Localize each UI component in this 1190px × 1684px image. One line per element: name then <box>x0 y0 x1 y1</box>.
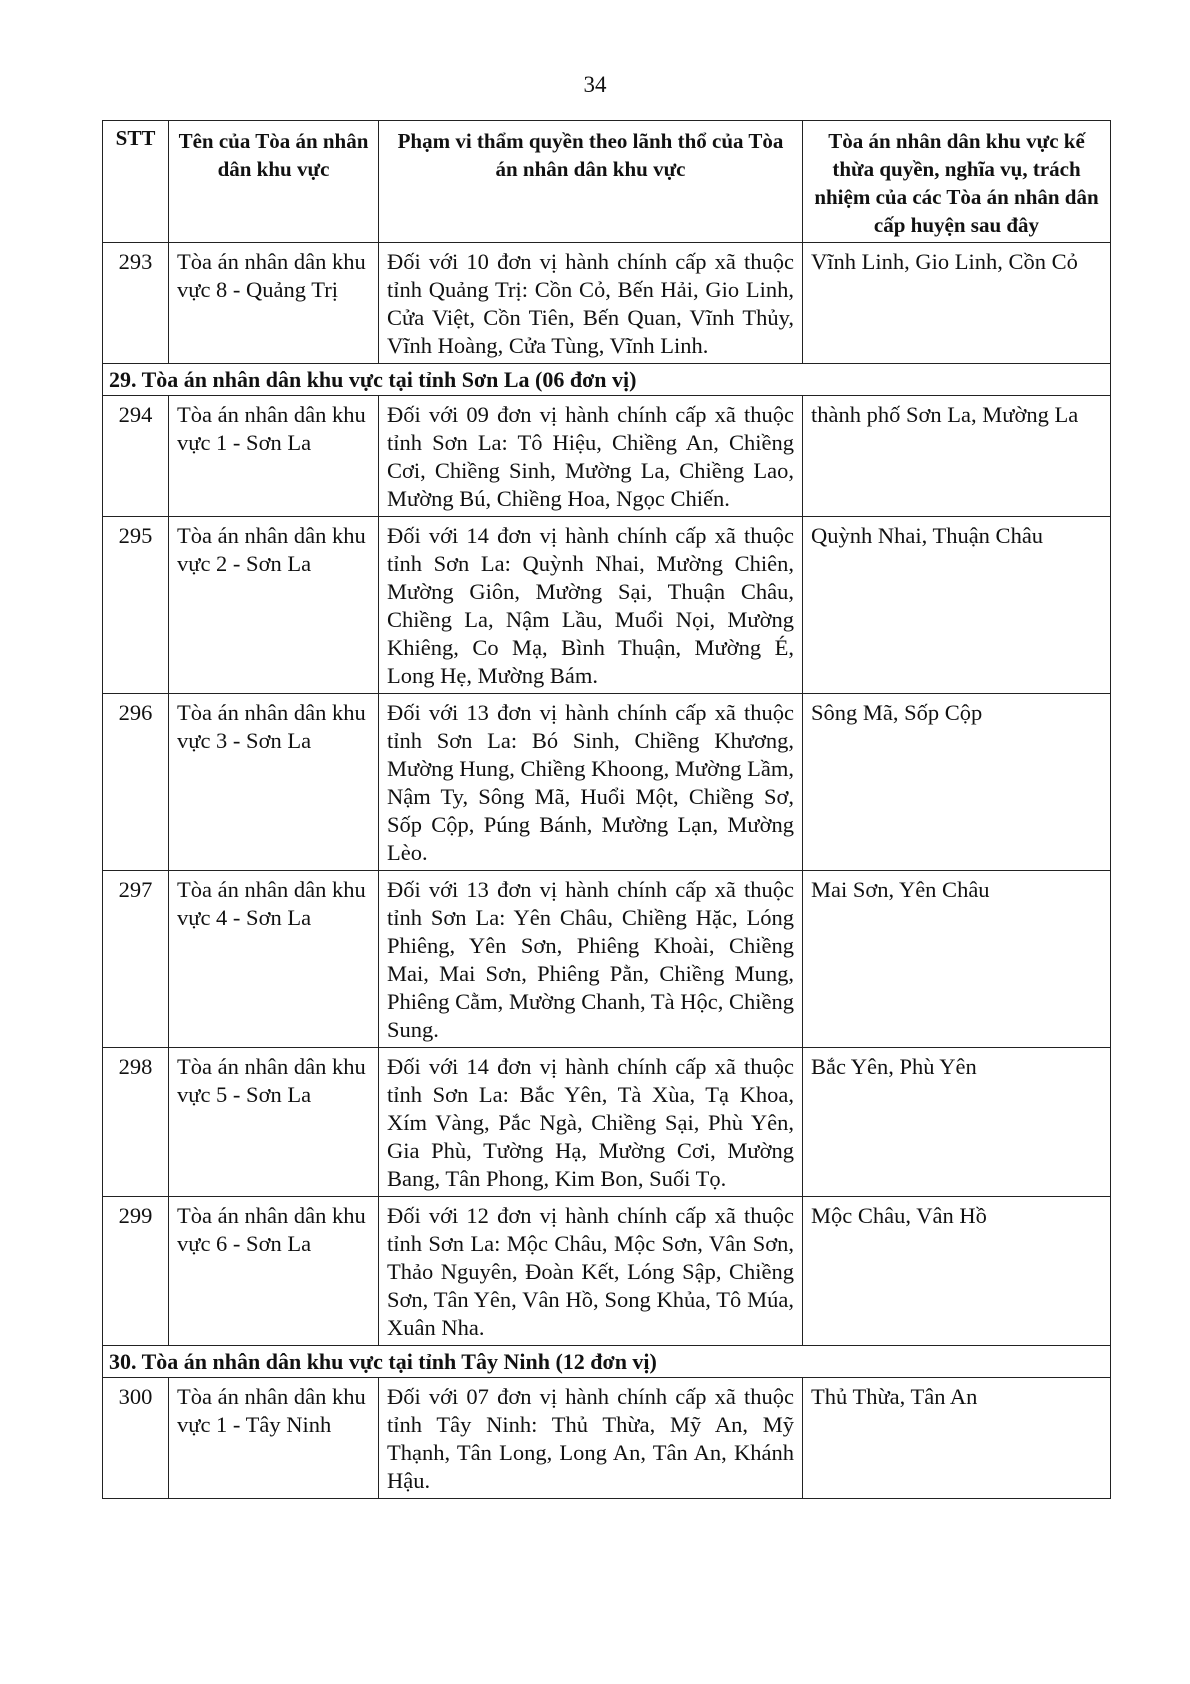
row-stt: 296 <box>103 694 169 871</box>
row-stt: 300 <box>103 1378 169 1499</box>
row-successor: Mai Sơn, Yên Châu <box>803 871 1111 1048</box>
header-successor-courts: Tòa án nhân dân khu vực kế thừa quyền, nghĩa vụ, trách nhiệm của các Tòa án nhân dân cấp huyện sau đây <box>803 121 1111 243</box>
row-stt: 297 <box>103 871 169 1048</box>
court-jurisdiction-table <box>102 120 1111 1499</box>
row-scope: Đối với 14 đơn vị hành chính cấp xã thuộc tỉnh Sơn La: Quỳnh Nhai, Mường Chiên, Mường Giôn, Mường Sại, Thuận Châu, Chiềng La, Nậm Lầu, Muổi Nọi, Mường Khiêng, Co Mạ, Bình Thuận, Mường É, Long Hẹ, Mường Bám. <box>379 517 803 694</box>
table-row <box>103 243 1111 364</box>
row-scope: Đối với 13 đơn vị hành chính cấp xã thuộc tỉnh Sơn La: Bó Sinh, Chiềng Khương, Mường Hung, Chiềng Khoong, Mường Lầm, Nậm Ty, Sông Mã, Huổi Một, Chiềng Sơ, Sốp Cộp, Púng Bánh, Mường Lạn, Mường Lèo. <box>379 694 803 871</box>
table-row <box>103 871 1111 1048</box>
row-successor: Sông Mã, Sốp Cộp <box>803 694 1111 871</box>
row-court-name: Tòa án nhân dân khu vực 4 - Sơn La <box>169 871 379 1048</box>
row-court-name: Tòa án nhân dân khu vực 1 - Sơn La <box>169 396 379 517</box>
section-title: 30. Tòa án nhân dân khu vực tại tỉnh Tây Ninh (12 đơn vị) <box>103 1346 1111 1378</box>
row-successor: Thủ Thừa, Tân An <box>803 1378 1111 1499</box>
table-row <box>103 1378 1111 1499</box>
row-court-name: Tòa án nhân dân khu vực 2 - Sơn La <box>169 517 379 694</box>
row-court-name: Tòa án nhân dân khu vực 5 - Sơn La <box>169 1048 379 1197</box>
row-stt: 299 <box>103 1197 169 1346</box>
row-stt: 293 <box>103 243 169 364</box>
row-scope: Đối với 13 đơn vị hành chính cấp xã thuộc tỉnh Sơn La: Yên Châu, Chiềng Hặc, Lóng Phiêng, Yên Sơn, Phiêng Khoài, Chiềng Mai, Mai Sơn, Phiêng Pằn, Chiềng Mung, Phiêng Cằm, Mường Chanh, Tà Hộc, Chiềng Sung. <box>379 871 803 1048</box>
row-scope: Đối với 12 đơn vị hành chính cấp xã thuộc tỉnh Sơn La: Mộc Châu, Mộc Sơn, Vân Sơn, Thảo Nguyên, Đoàn Kết, Lóng Sập, Chiềng Sơn, Tân Yên, Vân Hồ, Song Khủa, Tô Múa, Xuân Nha. <box>379 1197 803 1346</box>
row-scope: Đối với 07 đơn vị hành chính cấp xã thuộc tỉnh Tây Ninh: Thủ Thừa, Mỹ An, Mỹ Thạnh, Tân Long, Long An, Tân An, Khánh Hậu. <box>379 1378 803 1499</box>
row-successor: Bắc Yên, Phù Yên <box>803 1048 1111 1197</box>
row-successor: Vĩnh Linh, Gio Linh, Cồn Cỏ <box>803 243 1111 364</box>
row-stt: 295 <box>103 517 169 694</box>
section-title: 29. Tòa án nhân dân khu vực tại tỉnh Sơn La (06 đơn vị) <box>103 364 1111 396</box>
row-scope: Đối với 10 đơn vị hành chính cấp xã thuộc tỉnh Quảng Trị: Cồn Cỏ, Bến Hải, Gio Linh, Cửa Việt, Cồn Tiên, Bến Quan, Vĩnh Thủy, Vĩnh Hoàng, Cửa Tùng, Vĩnh Linh. <box>379 243 803 364</box>
table-row <box>103 517 1111 694</box>
table-header-row <box>103 121 1111 243</box>
header-court-name: Tên của Tòa án nhân dân khu vực <box>169 121 379 243</box>
section-heading-tay-ninh <box>103 1346 1111 1378</box>
row-stt: 294 <box>103 396 169 517</box>
row-stt: 298 <box>103 1048 169 1197</box>
table-row <box>103 396 1111 517</box>
header-stt: STT <box>103 121 169 243</box>
row-court-name: Tòa án nhân dân khu vực 8 - Quảng Trị <box>169 243 379 364</box>
table-row <box>103 694 1111 871</box>
row-scope: Đối với 14 đơn vị hành chính cấp xã thuộc tỉnh Sơn La: Bắc Yên, Tà Xùa, Tạ Khoa, Xím Vàng, Pắc Ngà, Chiềng Sại, Phù Yên, Gia Phù, Tường Hạ, Mường Cơi, Mường Bang, Tân Phong, Kim Bon, Suối Tọ. <box>379 1048 803 1197</box>
row-scope: Đối với 09 đơn vị hành chính cấp xã thuộc tỉnh Sơn La: Tô Hiệu, Chiềng An, Chiềng Cơi, Chiềng Sinh, Mường La, Chiềng Lao, Mường Bú, Chiềng Hoa, Ngọc Chiến. <box>379 396 803 517</box>
table-row <box>103 1048 1111 1197</box>
row-successor: thành phố Sơn La, Mường La <box>803 396 1111 517</box>
row-court-name: Tòa án nhân dân khu vực 3 - Sơn La <box>169 694 379 871</box>
row-court-name: Tòa án nhân dân khu vực 6 - Sơn La <box>169 1197 379 1346</box>
header-territorial-scope: Phạm vi thẩm quyền theo lãnh thổ của Tòa án nhân dân khu vực <box>379 121 803 243</box>
row-successor: Quỳnh Nhai, Thuận Châu <box>803 517 1111 694</box>
row-court-name: Tòa án nhân dân khu vực 1 - Tây Ninh <box>169 1378 379 1499</box>
page-number: 34 <box>583 72 607 97</box>
section-heading-son-la <box>103 364 1111 396</box>
table-row <box>103 1197 1111 1346</box>
row-successor: Mộc Châu, Vân Hồ <box>803 1197 1111 1346</box>
